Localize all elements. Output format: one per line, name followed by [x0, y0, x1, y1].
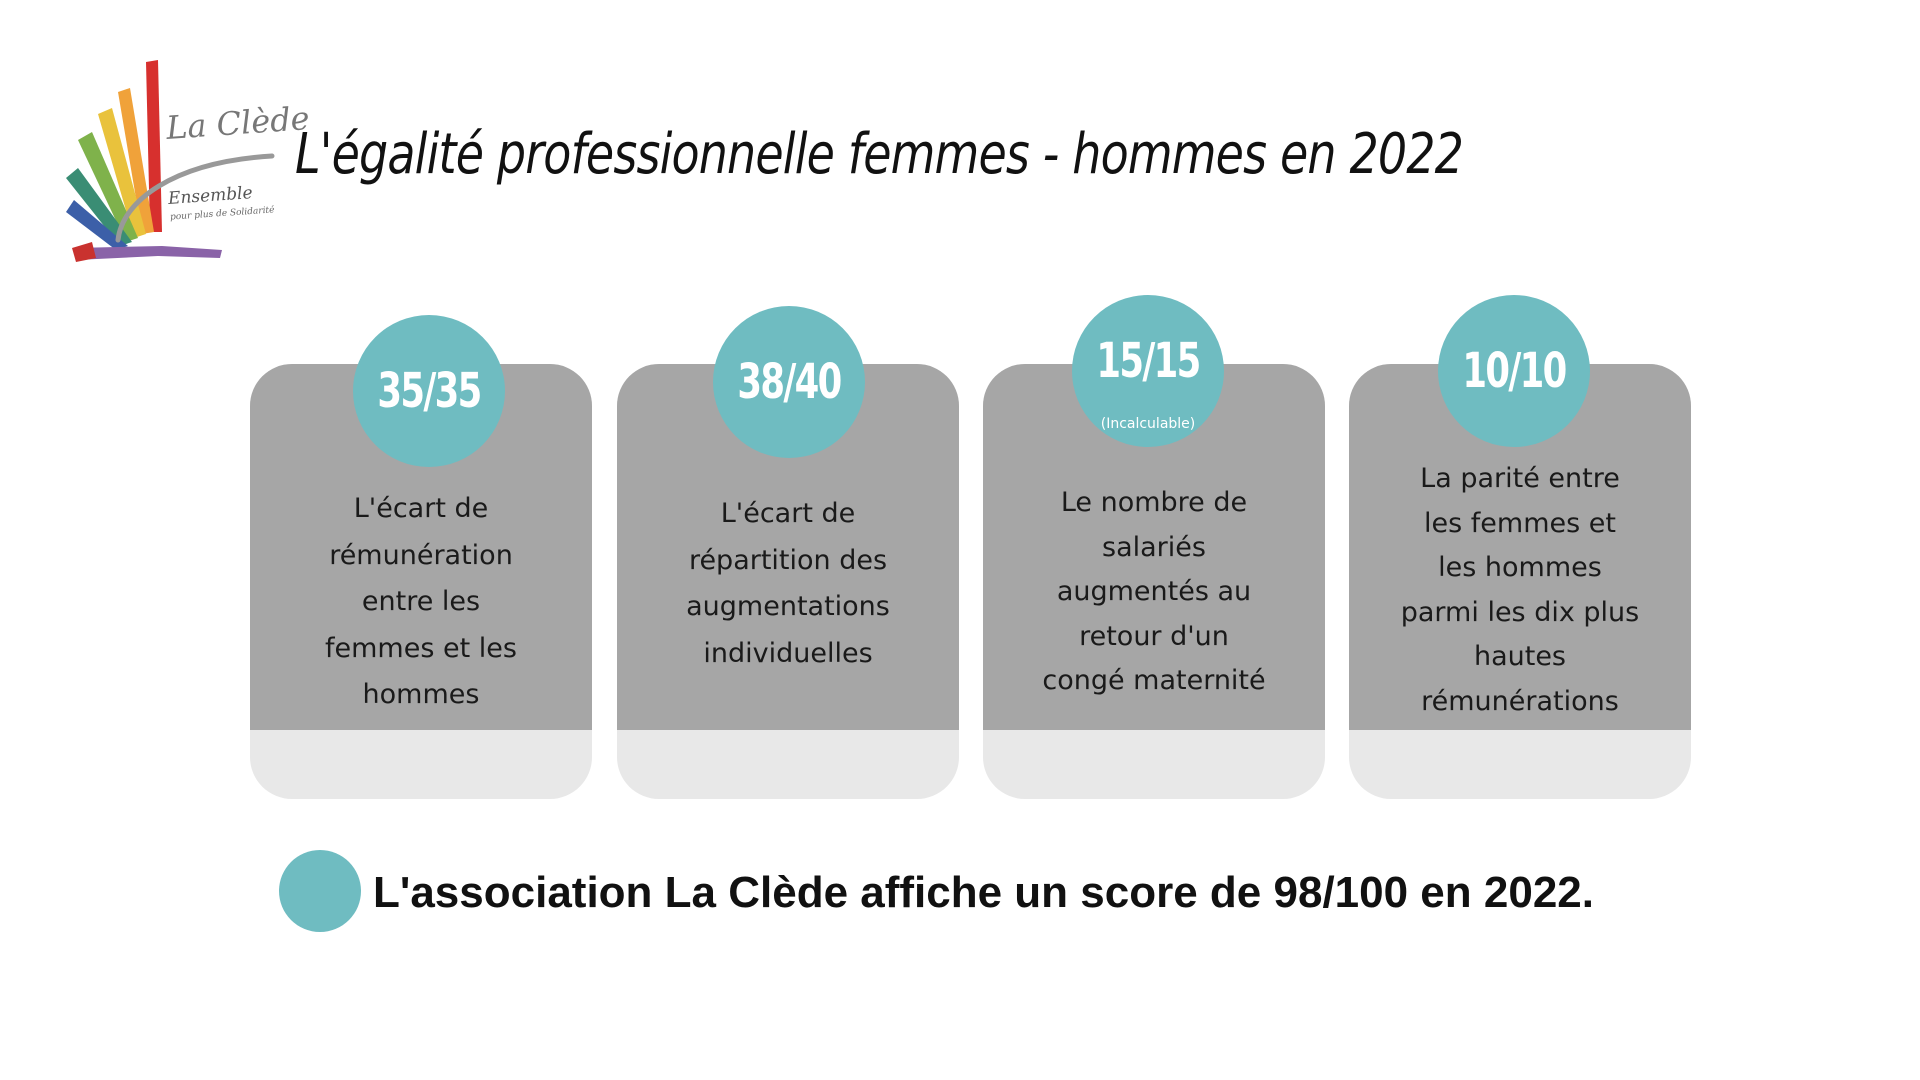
score-badge	[353, 315, 505, 467]
score-note: (Incalculable)	[1100, 416, 1196, 432]
card-description: L'écart de rémunération entre les femmes et les hommes	[325, 493, 517, 710]
score-badge	[713, 306, 865, 458]
score-value: 10/10	[1462, 343, 1566, 399]
page-title: L'égalité professionnelle femmes - hommes en 2022	[295, 122, 1464, 187]
bullet-dot	[279, 850, 361, 932]
logo-name: La Clède	[164, 99, 311, 147]
score-value: 15/15	[1096, 333, 1200, 389]
logo	[62, 52, 311, 267]
paintbrush-fan-logo-icon	[62, 52, 282, 267]
score-badge	[1072, 295, 1224, 447]
card-description: Le nombre de salariés augmentés au retour d'un congé maternité	[1042, 487, 1266, 696]
score-value: 38/40	[737, 354, 841, 410]
score-value: 35/35	[377, 363, 481, 419]
score-badge	[1438, 295, 1590, 447]
logo-subtitle: pour plus de Solidarité	[169, 205, 275, 223]
card-description: La parité entre les femmes et les hommes parmi les dix plus hautes rémunérations	[1400, 463, 1640, 717]
footer-statement: L'association La Clède affiche un score de 98/100 en 2022.	[373, 868, 1594, 917]
logo-tagline: Ensemble	[167, 183, 254, 209]
card-description: L'écart de répartition des augmentations individuelles	[686, 498, 890, 669]
